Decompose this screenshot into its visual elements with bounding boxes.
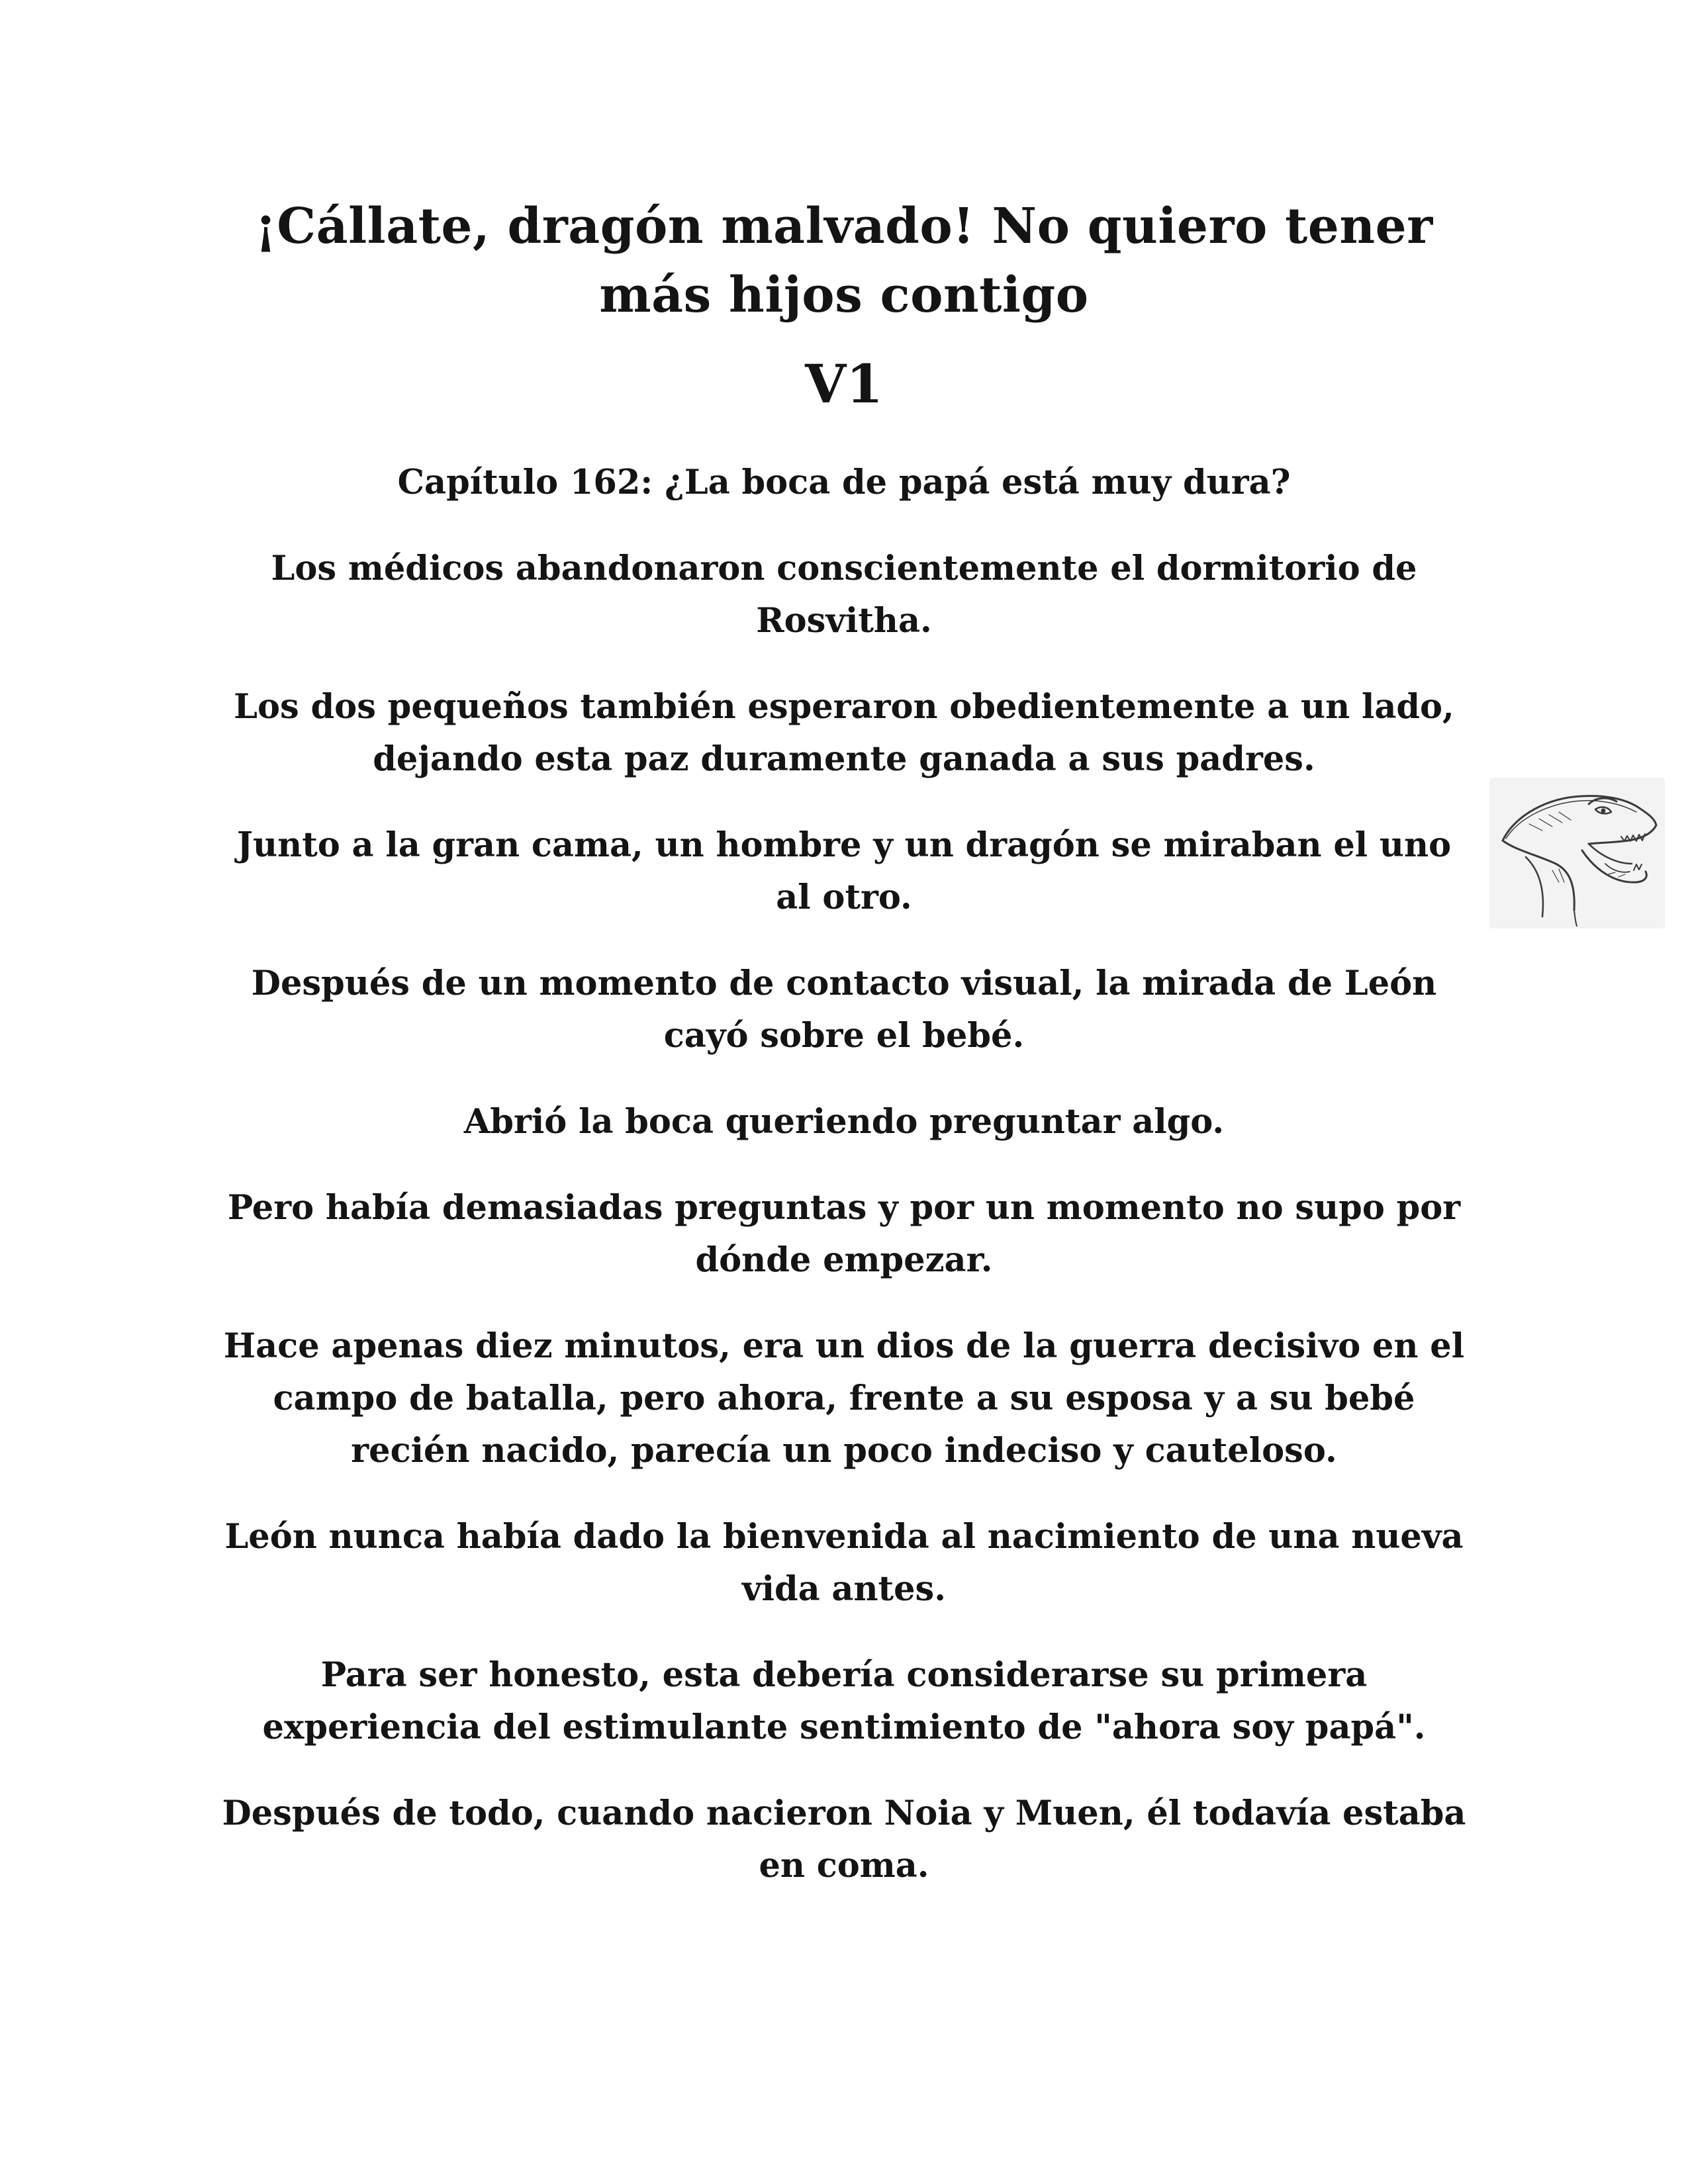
paragraph: Junto a la gran cama, un hombre y un dragón se miraban el uno al otro.: [236, 825, 1452, 917]
paragraph: Los dos pequeños también esperaron obedientemente a un lado, dejando esta paz duramente ganada a sus padres.: [234, 687, 1454, 779]
dinosaur-head-sketch-icon: [1489, 778, 1665, 929]
title-line-1: ¡Cállate, dragón malvado! No quiero tener: [255, 198, 1433, 255]
paragraph: Para ser honesto, esta debería considerarse su primera experiencia del estimulante sentimiento de "ahora soy papá".: [262, 1655, 1426, 1747]
chapter-body: [215, 457, 1473, 1926]
chapter-heading: Capítulo 162: ¿La boca de papá está muy dura?: [397, 463, 1291, 502]
title-line-2: más hijos contigo: [599, 267, 1089, 324]
paragraph: León nunca había dado la bienvenida al nacimiento de una nueva vida antes.: [224, 1517, 1464, 1609]
paragraph: Pero había demasiadas preguntas y por un momento no supo por dónde empezar.: [227, 1188, 1461, 1280]
paragraph: Abrió la boca queriendo preguntar algo.: [463, 1102, 1225, 1142]
paragraph: Hace apenas diez minutos, era un dios de la guerra decisivo en el campo de batalla, pero ahora, frente a su esposa y a su bebé recién nacido, parecía un poco indeciso y cauteloso.: [223, 1326, 1465, 1471]
paragraph: Los médicos abandonaron conscientemente el dormitorio de Rosvitha.: [271, 549, 1417, 641]
paragraph: Después de todo, cuando nacieron Noia y Muen, él todavía estaba en coma.: [222, 1794, 1466, 1886]
dinosaur-sketch-svg: [1489, 778, 1665, 929]
volume-label: V1: [805, 353, 883, 415]
document-title: [215, 192, 1473, 330]
paragraph: Después de un momento de contacto visual, la mirada de León cayó sobre el bebé.: [251, 964, 1437, 1056]
